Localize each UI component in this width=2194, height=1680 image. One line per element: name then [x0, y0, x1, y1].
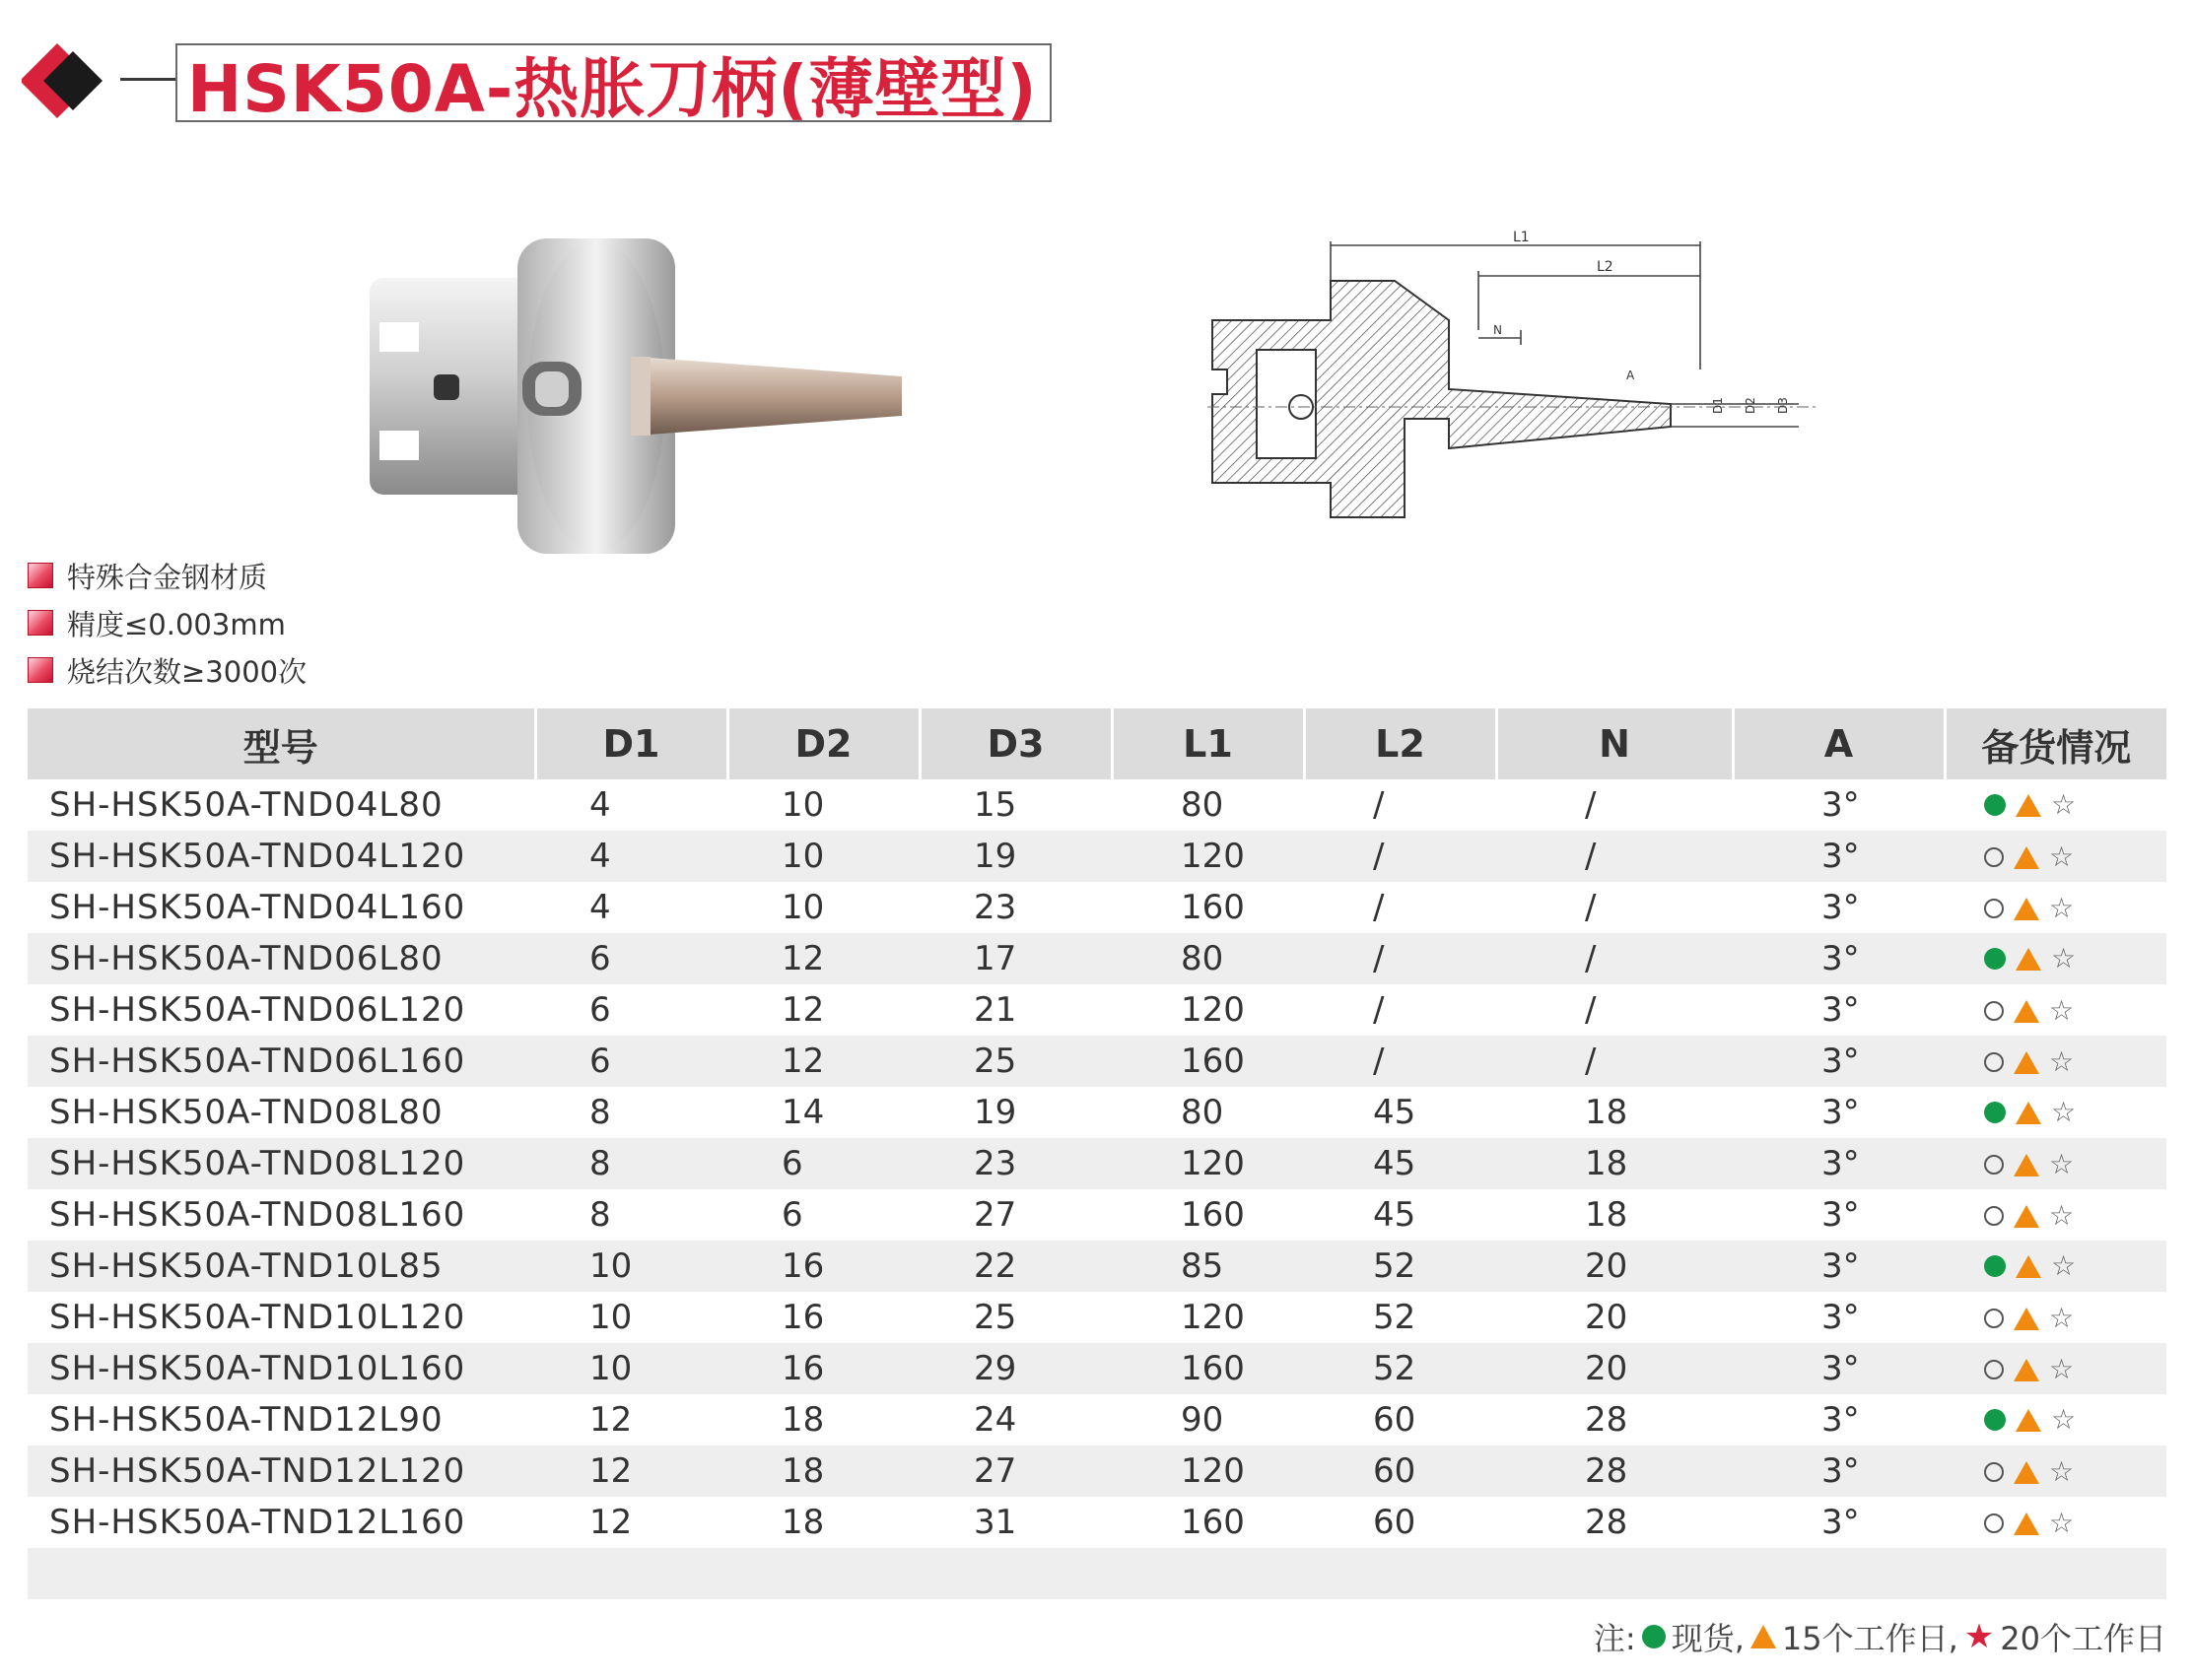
orange-triangle-icon	[2014, 1461, 2039, 1484]
cell-model: SH-HSK50A-TND04L160	[49, 888, 466, 927]
cell-stock	[1945, 933, 2166, 984]
cell-n: 28	[1585, 1400, 1628, 1440]
red-square-bullet-icon	[28, 657, 53, 683]
cell-n: 20	[1585, 1298, 1628, 1337]
cell-model: SH-HSK50A-TND08L80	[49, 1093, 444, 1132]
cell-stock	[1945, 1497, 2166, 1548]
table-row	[28, 1036, 2166, 1087]
stock-status	[1984, 1353, 2075, 1385]
feature-text: 烧结次数≥3000次	[67, 654, 308, 689]
cell-d2: 6	[782, 1195, 803, 1235]
cell-n: 28	[1496, 1445, 1733, 1497]
cell-d2: 12	[782, 990, 825, 1030]
cell-d2: 10	[727, 831, 920, 882]
cell-l2: /	[1304, 933, 1496, 984]
cell-n: 20	[1496, 1241, 1733, 1292]
cell-d1: 6	[535, 933, 727, 984]
stock-status	[1984, 942, 2077, 974]
cell-l1: 90	[1181, 1400, 1224, 1440]
cell-l1: 85	[1112, 1241, 1304, 1292]
cell-stock	[1945, 779, 2166, 831]
cell-l2: 52	[1304, 1343, 1496, 1394]
cell-l1: 120	[1112, 1445, 1304, 1497]
label-d1: D1	[1711, 397, 1725, 414]
table-row	[28, 882, 2166, 933]
table-row	[28, 1241, 2166, 1292]
table-row	[28, 984, 2166, 1036]
stock-status	[1984, 1249, 2077, 1282]
orange-triangle-icon	[2014, 1308, 2039, 1330]
cell-model: SH-HSK50A-TND12L120	[28, 1445, 535, 1497]
header-n: N	[1496, 708, 1733, 779]
cell-l2: 45	[1304, 1138, 1496, 1189]
filler-cell	[28, 1548, 2166, 1599]
table-row	[28, 1394, 2166, 1445]
cell-l1: 160	[1112, 1343, 1304, 1394]
cell-d1: 4	[589, 888, 611, 927]
label-n: N	[1493, 323, 1502, 337]
cell-model: SH-HSK50A-TND08L120	[28, 1138, 535, 1189]
cell-a: 3°	[1733, 933, 1945, 984]
cell-stock	[1945, 1036, 2166, 1087]
cell-d3: 19	[974, 1093, 1017, 1132]
outline-star-icon: ☆	[2049, 1455, 2075, 1488]
orange-triangle-icon	[2014, 1154, 2039, 1176]
cell-model: SH-HSK50A-TND10L85	[28, 1241, 535, 1292]
orange-triangle-icon	[2014, 1000, 2039, 1023]
stock-status	[1984, 1096, 2077, 1128]
cell-d2: 10	[782, 785, 825, 825]
cell-d2: 16	[782, 1298, 825, 1337]
green-dot-icon	[1984, 1102, 2006, 1123]
cell-d1: 4	[535, 831, 727, 882]
stock-status	[1984, 892, 2075, 924]
header-l2: L2	[1304, 708, 1496, 779]
header-model: 型号	[28, 708, 535, 779]
table-row	[28, 1497, 2166, 1548]
cell-a: 3°	[1821, 1298, 1860, 1337]
hollow-circle-icon	[1984, 1309, 2004, 1328]
cell-l1: 120	[1112, 1138, 1304, 1189]
cell-l2: 60	[1373, 1503, 1416, 1542]
cell-stock	[1945, 831, 2166, 882]
cell-l2: /	[1373, 785, 1385, 825]
cell-d3: 25	[974, 1298, 1017, 1337]
cell-stock	[1945, 1189, 2166, 1241]
cell-d1: 4	[589, 785, 611, 825]
spec-table	[28, 708, 2166, 1599]
feature-text: 精度≤0.003mm	[67, 607, 286, 641]
cell-model: SH-HSK50A-TND12L90	[49, 1400, 444, 1440]
cell-d1: 10	[535, 1241, 727, 1292]
cell-a: 3°	[1821, 1195, 1860, 1235]
legend-prefix: 注:	[1593, 1620, 1636, 1657]
cell-d2: 18	[782, 1503, 825, 1542]
outline-star-icon: ☆	[2049, 840, 2075, 873]
table-row	[28, 933, 2166, 984]
cell-model: SH-HSK50A-TND10L120	[49, 1298, 466, 1337]
cell-stock	[1945, 1138, 2166, 1189]
cell-stock	[1945, 882, 2166, 933]
technical-drawing	[1207, 222, 1828, 537]
hollow-circle-icon	[1984, 1155, 2004, 1175]
label-d2: D2	[1744, 397, 1757, 414]
cell-l1: 120	[1181, 1298, 1245, 1337]
legend-in-stock: 现货,	[1671, 1620, 1745, 1657]
cell-d3: 27	[974, 1195, 1017, 1235]
cell-l2: 45	[1373, 1195, 1416, 1235]
page-title: HSK50A-热胀刀柄(薄壁型)	[187, 50, 1038, 127]
product-photo	[350, 229, 922, 564]
header-stock: 备货情况	[1945, 708, 2166, 779]
stock-status	[1984, 1199, 2075, 1232]
cell-a: 3°	[1821, 888, 1860, 927]
feature-item	[28, 552, 307, 599]
cell-model: SH-HSK50A-TND06L120	[49, 990, 466, 1030]
stock-status	[1984, 840, 2075, 873]
cell-model: SH-HSK50A-TND06L160	[28, 1036, 535, 1087]
cell-d1: 6	[589, 990, 611, 1030]
stock-legend	[1594, 1614, 2166, 1659]
orange-triangle-icon	[2016, 1102, 2041, 1124]
orange-triangle-icon	[1750, 1625, 1776, 1648]
cell-d2: 14	[782, 1093, 825, 1132]
hollow-circle-icon	[1984, 1052, 2004, 1072]
cell-d3: 29	[920, 1343, 1112, 1394]
cell-a: 3°	[1821, 990, 1860, 1030]
feature-list	[28, 552, 307, 694]
label-l2: L2	[1597, 259, 1613, 275]
cell-a: 3°	[1733, 1036, 1945, 1087]
hollow-circle-icon	[1984, 847, 2004, 867]
cell-d3: 23	[920, 1138, 1112, 1189]
green-dot-icon	[1642, 1625, 1666, 1648]
cell-d3: 15	[974, 785, 1017, 825]
feature-item	[28, 646, 307, 694]
stock-status	[1984, 1302, 2075, 1334]
title-box	[175, 43, 1052, 127]
cell-d2: 18	[782, 1400, 825, 1440]
cell-l2: /	[1304, 831, 1496, 882]
hollow-circle-icon	[1984, 1462, 2004, 1482]
outline-star-icon: ☆	[2051, 1096, 2077, 1128]
outline-star-icon: ☆	[2049, 1148, 2075, 1180]
stock-status	[1984, 1507, 2075, 1539]
cell-a: 3°	[1733, 1138, 1945, 1189]
page-header	[22, 37, 1038, 136]
cell-stock	[1945, 1241, 2166, 1292]
outline-star-icon: ☆	[2051, 788, 2077, 821]
outline-star-icon: ☆	[2051, 1403, 2077, 1436]
cell-stock	[1945, 1445, 2166, 1497]
cell-a: 3°	[1733, 1343, 1945, 1394]
orange-triangle-icon	[2014, 1205, 2039, 1228]
cell-d2: 18	[727, 1445, 920, 1497]
cell-d3: 25	[920, 1036, 1112, 1087]
outline-star-icon: ☆	[2049, 1507, 2075, 1539]
cell-d2: 10	[782, 888, 825, 927]
outline-star-icon: ☆	[2049, 1199, 2075, 1232]
cell-a: 3°	[1733, 1241, 1945, 1292]
table-row	[28, 1292, 2166, 1343]
stock-status	[1984, 1045, 2075, 1078]
orange-triangle-icon	[2014, 846, 2039, 869]
header-d1: D1	[535, 708, 727, 779]
cell-l2: 52	[1373, 1298, 1416, 1337]
cell-d3: 27	[920, 1445, 1112, 1497]
cell-l1: 120	[1181, 990, 1245, 1030]
label-d3: D3	[1776, 397, 1790, 414]
cell-model: SH-HSK50A-TND12L160	[49, 1503, 466, 1542]
orange-triangle-icon	[2014, 898, 2039, 920]
label-l1: L1	[1513, 230, 1530, 245]
cell-n: 18	[1585, 1093, 1628, 1132]
header-d3: D3	[920, 708, 1112, 779]
cell-model: SH-HSK50A-TND04L80	[49, 785, 444, 825]
cell-d2: 16	[727, 1241, 920, 1292]
feature-text: 特殊合金钢材质	[67, 560, 268, 594]
cell-n: 18	[1585, 1195, 1628, 1235]
table-filler-row	[28, 1548, 2166, 1599]
orange-triangle-icon	[2016, 1255, 2041, 1278]
outline-star-icon: ☆	[2051, 942, 2077, 974]
hollow-circle-icon	[1984, 899, 2004, 918]
outline-star-icon: ☆	[2051, 1249, 2077, 1282]
cell-n: /	[1585, 990, 1597, 1030]
green-dot-icon	[1984, 794, 2006, 816]
green-dot-icon	[1984, 1409, 2006, 1431]
hollow-circle-icon	[1984, 1360, 2004, 1379]
cell-a: 3°	[1821, 1400, 1860, 1440]
red-square-bullet-icon	[28, 563, 53, 588]
table-body	[28, 779, 2166, 1599]
outline-star-icon: ☆	[2049, 1045, 2075, 1078]
header-a: A	[1733, 708, 1945, 779]
cell-n: /	[1585, 888, 1597, 927]
outline-star-icon: ☆	[2049, 994, 2075, 1027]
cell-d3: 17	[920, 933, 1112, 984]
cell-l1: 160	[1112, 1036, 1304, 1087]
hollow-circle-icon	[1984, 1001, 2004, 1021]
cell-l2: 60	[1304, 1445, 1496, 1497]
orange-triangle-icon	[2014, 1512, 2039, 1535]
cell-n: 20	[1496, 1343, 1733, 1394]
table-row	[28, 779, 2166, 831]
label-a: A	[1626, 369, 1635, 382]
cell-d1: 10	[589, 1298, 633, 1337]
table-row	[28, 1445, 2166, 1497]
cell-n: 18	[1496, 1138, 1733, 1189]
cell-l1: 120	[1112, 831, 1304, 882]
cell-stock	[1945, 1292, 2166, 1343]
cell-l1: 80	[1181, 785, 1224, 825]
feature-item	[28, 599, 307, 646]
cell-l1: 80	[1181, 1093, 1224, 1132]
cell-n: /	[1496, 831, 1733, 882]
table-row	[28, 831, 2166, 882]
cell-a: 3°	[1821, 1093, 1860, 1132]
orange-triangle-icon	[2016, 794, 2041, 817]
cell-stock	[1945, 1394, 2166, 1445]
cell-d3: 23	[974, 888, 1017, 927]
orange-triangle-icon	[2016, 1409, 2041, 1432]
cell-n: /	[1496, 933, 1733, 984]
title-connector-line	[120, 78, 177, 81]
cell-l2: 45	[1373, 1093, 1416, 1132]
cell-model: SH-HSK50A-TND04L120	[28, 831, 535, 882]
cell-d1: 12	[589, 1503, 633, 1542]
cell-l1: 160	[1181, 888, 1245, 927]
cell-d1: 6	[535, 1036, 727, 1087]
stock-status	[1984, 1148, 2075, 1180]
cell-d2: 6	[727, 1138, 920, 1189]
cell-n: /	[1585, 785, 1597, 825]
legend-20-days: 20个工作日	[2000, 1620, 2166, 1657]
diamond-logo-icon	[22, 41, 120, 120]
legend-15-days: 15个工作日,	[1781, 1620, 1958, 1657]
cell-d1: 12	[535, 1445, 727, 1497]
outline-star-icon: ☆	[2049, 1302, 2075, 1334]
cell-l2: /	[1373, 888, 1385, 927]
cell-l2: 52	[1304, 1241, 1496, 1292]
cell-d1: 10	[535, 1343, 727, 1394]
cell-d1: 8	[589, 1093, 611, 1132]
cell-d3: 21	[974, 990, 1017, 1030]
cell-n: 28	[1585, 1503, 1628, 1542]
orange-triangle-icon	[2014, 1051, 2039, 1074]
cell-l2: /	[1373, 990, 1385, 1030]
cell-stock	[1945, 1343, 2166, 1394]
green-dot-icon	[1984, 948, 2006, 970]
cell-l1: 160	[1181, 1503, 1245, 1542]
hollow-circle-icon	[1984, 1513, 2004, 1533]
table-row	[28, 1087, 2166, 1138]
table-row	[28, 1343, 2166, 1394]
cell-d2: 12	[727, 933, 920, 984]
cell-a: 3°	[1821, 785, 1860, 825]
cell-l1: 160	[1181, 1195, 1245, 1235]
stock-status	[1984, 1403, 2077, 1436]
cell-d3: 22	[920, 1241, 1112, 1292]
hollow-circle-icon	[1984, 1206, 2004, 1226]
red-star-icon: ★	[1963, 1617, 1995, 1656]
cell-l2: 60	[1373, 1400, 1416, 1440]
cell-stock	[1945, 1087, 2166, 1138]
outline-star-icon: ☆	[2049, 892, 2075, 924]
cell-d1: 12	[589, 1400, 633, 1440]
stock-status	[1984, 994, 2075, 1027]
cell-a: 3°	[1733, 1445, 1945, 1497]
cell-stock	[1945, 984, 2166, 1036]
stock-status	[1984, 788, 2077, 821]
red-square-bullet-icon	[28, 610, 53, 636]
header-l1: L1	[1112, 708, 1304, 779]
cell-model: SH-HSK50A-TND08L160	[49, 1195, 466, 1235]
cell-d1: 8	[589, 1195, 611, 1235]
cell-d2: 12	[727, 1036, 920, 1087]
table-header-row	[28, 708, 2166, 779]
cell-d2: 16	[727, 1343, 920, 1394]
orange-triangle-icon	[2016, 948, 2041, 971]
cell-d1: 8	[535, 1138, 727, 1189]
cell-l2: /	[1304, 1036, 1496, 1087]
cell-model: SH-HSK50A-TND06L80	[28, 933, 535, 984]
stock-status	[1984, 1455, 2075, 1488]
orange-triangle-icon	[2014, 1359, 2039, 1381]
green-dot-icon	[1984, 1255, 2006, 1277]
cell-a: 3°	[1821, 1503, 1860, 1542]
outline-star-icon: ☆	[2049, 1353, 2075, 1385]
cell-model: SH-HSK50A-TND10L160	[28, 1343, 535, 1394]
cell-d3: 24	[974, 1400, 1017, 1440]
header-d2: D2	[727, 708, 920, 779]
cell-a: 3°	[1733, 831, 1945, 882]
cell-d3: 19	[920, 831, 1112, 882]
table-row	[28, 1138, 2166, 1189]
table-row	[28, 1189, 2166, 1241]
cell-n: /	[1496, 1036, 1733, 1087]
cell-l1: 80	[1112, 933, 1304, 984]
cell-d3: 31	[974, 1503, 1017, 1542]
